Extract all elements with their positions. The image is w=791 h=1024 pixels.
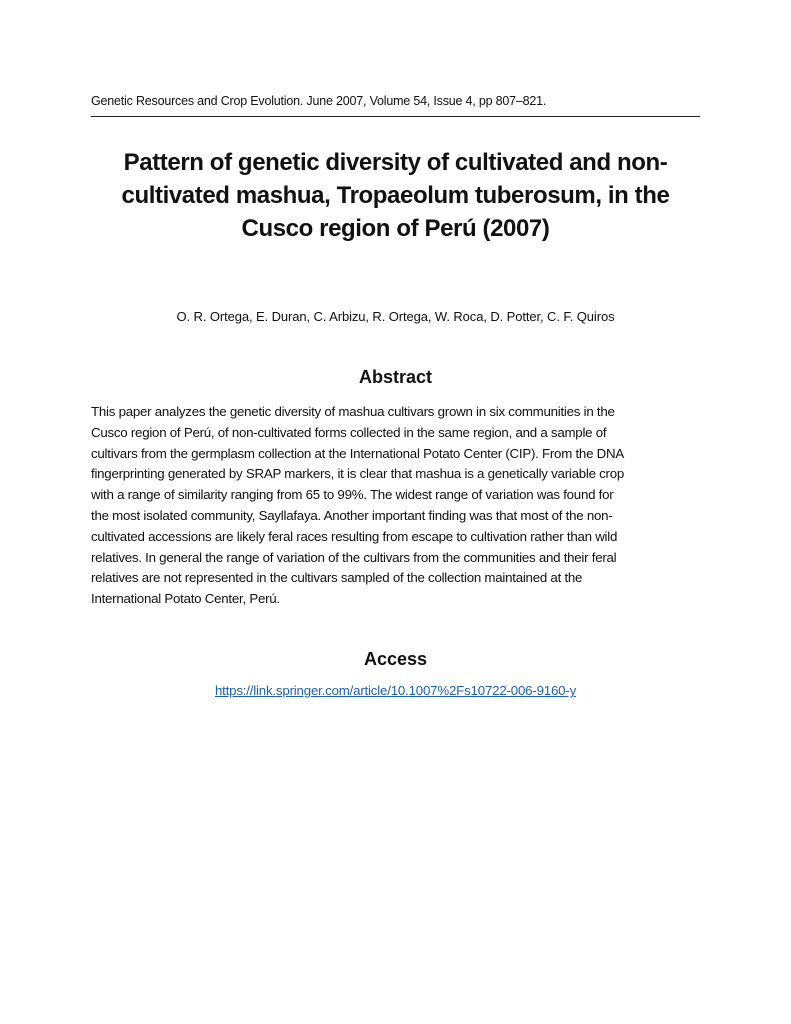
paper-title: [60, 146, 731, 245]
abstract-line: cultivated accessions are likely feral races resulting from escape to cultivation rather than wild: [91, 528, 618, 544]
article-link[interactable]: https://link.springer.com/article/10.1007%2Fs10722-006-9160-y: [214, 683, 577, 698]
authors: O. R. Ortega, E. Duran, C. Arbizu, R. Ortega, W. Roca, D. Potter, C. F. Quiros: [176, 309, 615, 324]
abstract-line: relatives. In general the range of variation of the cultivars from the communities and their feral: [91, 549, 617, 565]
abstract-heading: Abstract: [358, 367, 433, 387]
access-heading: Access: [363, 649, 428, 669]
title-line: cultivated mashua, Tropaeolum tuberosum, in the: [121, 182, 670, 209]
abstract-line: This paper analyzes the genetic diversity of mashua cultivars grown in six communities in the: [91, 404, 615, 419]
header-rule: [91, 116, 700, 117]
abstract-line: cultivars from the germplasm collection at the International Potato Center (CIP). From the DNA: [91, 445, 624, 461]
abstract-line: Cusco region of Perú, of non-cultivated forms collected in the same region, and a sample of: [91, 424, 607, 440]
access-link-container: [60, 683, 731, 698]
abstract-line: International Potato Center, Perú.: [91, 591, 280, 607]
journal-citation: Genetic Resources and Crop Evolution. June 2007, Volume 54, Issue 4, pp 807–821.: [91, 94, 547, 108]
abstract-body: [91, 402, 624, 610]
abstract-line: fingerprinting generated by SRAP markers, it is clear that mashua is a genetically variable crop: [91, 466, 625, 482]
abstract-line: with a range of similarity ranging from 65 to 99%. The widest range of variation was found for: [91, 487, 614, 503]
abstract-line: relatives are not represented in the cultivars sampled of the collection maintained at the: [91, 570, 583, 586]
title-line: Pattern of genetic diversity of cultivated and non-: [123, 149, 668, 176]
abstract-line: the most isolated community, Sayllafaya. Another important finding was that most of the non-: [91, 507, 613, 523]
title-line: Cusco region of Perú (2007): [241, 215, 550, 242]
